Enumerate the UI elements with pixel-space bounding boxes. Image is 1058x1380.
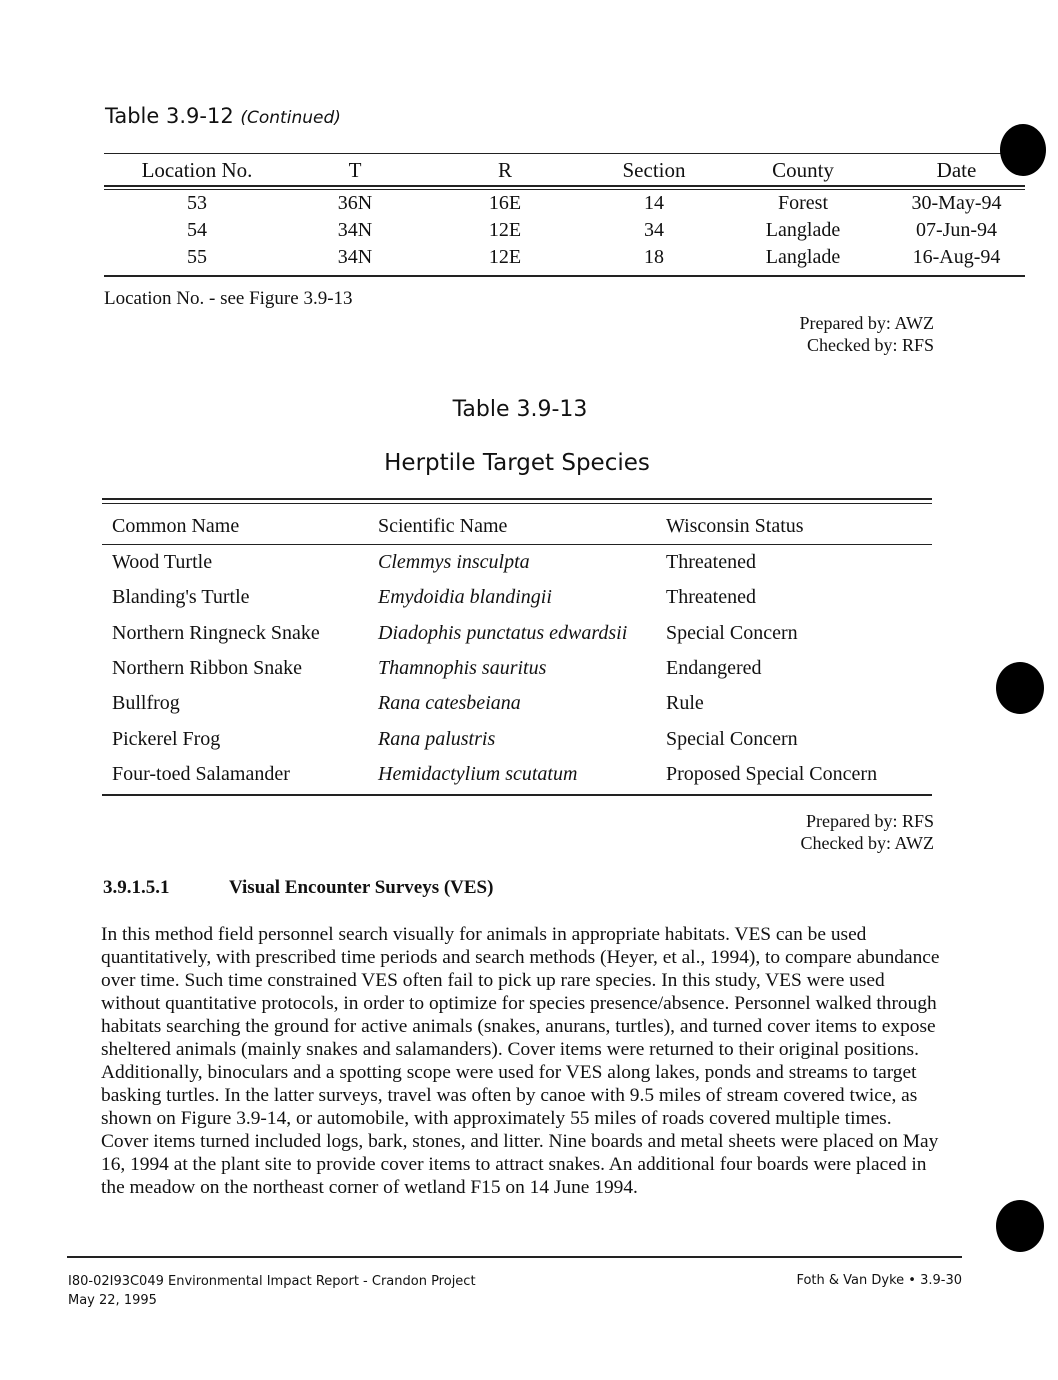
scientific-name: Rana palustris: [378, 727, 496, 750]
table-cell: 30-May-94: [911, 192, 1002, 214]
prepared-by: Prepared by: RFS: [806, 811, 934, 831]
table-rule: [102, 503, 932, 504]
scientific-name: Thamnophis sauritus: [378, 657, 547, 680]
table-cell: Langlade: [765, 246, 841, 268]
section-number: 3.9.1.5.1: [103, 877, 170, 898]
table-cell: 34N: [337, 219, 373, 241]
column-header: T: [348, 158, 362, 182]
scientific-name: Diadophis punctatus edwardsii: [378, 621, 628, 644]
table-12: [104, 153, 1025, 277]
table-rule: [104, 275, 1025, 277]
column-header: R: [497, 158, 512, 182]
wisconsin-status: Threatened: [666, 586, 756, 609]
table-rule: [104, 185, 1025, 187]
table-cell: 12E: [488, 246, 522, 268]
common-name: Bullfrog: [112, 692, 180, 715]
table-12-credits: [799, 312, 934, 356]
common-name: Northern Ringneck Snake: [112, 621, 320, 644]
table-cell: 16-Aug-94: [912, 246, 1001, 268]
table-cell: 36N: [337, 192, 373, 214]
scientific-name: Clemmys insculpta: [378, 551, 530, 574]
table-cell: Langlade: [765, 219, 841, 241]
table-row: [102, 686, 932, 721]
wisconsin-status: Rule: [666, 692, 704, 715]
table-row: [102, 545, 932, 580]
common-name: Pickerel Frog: [112, 727, 221, 750]
table-row: [102, 616, 932, 651]
table-13: [102, 498, 932, 796]
table-cell: 34N: [337, 246, 373, 268]
punch-hole-icon: [1000, 124, 1046, 176]
table-cell: 53: [187, 192, 207, 214]
table-cell: Forest: [778, 192, 828, 214]
punch-hole-icon: [996, 662, 1044, 714]
body-paragraph: In this method field personnel search visually for animals in appropriate habitats. VES can be used quantitatively, with prescribed time periods and search methods (Heyer, et al., 1994), to compare abundance over time. Such time constrained VES often fail to pick up rare species. In this study, VES were used without quantitative protocols, in order to optimize for species presence/absence. Personnel walked through habitats searching the ground for active animals (snakes, anurans, turtles), and turned cover items to expose sheltered animals (mainly snakes and salamanders). Cover items were returned to their original positions. Additionally, binoculars and a spotting scope were used for VES along lakes, ponds and streams to target basking turtles. In the latter surveys, travel was often by canoe with 9.5 miles of stream covered twice, as shown on Figure 3.9-14, or automobile, with approximately 55 miles of roads covered multiple times. Cover items turned included logs, bark, stones, and litter. Nine boards and metal sheets were placed on May 16, 1994 at the plant site to provide cover items to attract snakes. An additional four boards were placed in the meadow on the northeast corner of wetland F15 on 14 June 1994.: [101, 924, 940, 1198]
common-name: Wood Turtle: [112, 551, 213, 574]
table-cell: 34: [644, 219, 664, 241]
checked-by: Checked by: RFS: [806, 335, 934, 355]
table-12-title-suffix: (Continued): [240, 108, 341, 128]
wisconsin-status: Proposed Special Concern: [666, 762, 878, 785]
table-rule: [102, 794, 932, 796]
table-12-title-text: Table 3.9-12: [105, 104, 234, 128]
column-header: Wisconsin Status: [666, 514, 804, 537]
column-header: County: [772, 158, 834, 182]
table-12-note: Location No. - see Figure 3.9-13: [104, 288, 353, 309]
wisconsin-status: Special Concern: [666, 621, 798, 644]
column-header: Date: [936, 158, 977, 182]
column-header: Section: [622, 158, 686, 182]
common-name: Blanding's Turtle: [112, 586, 250, 609]
table-13-subtitle: Herptile Target Species: [384, 450, 650, 476]
section-title: Visual Encounter Surveys (VES): [229, 877, 494, 898]
table-row: [104, 217, 1025, 244]
column-header: Location No.: [141, 158, 253, 182]
punch-hole-icon: [996, 1200, 1044, 1252]
column-header: Scientific Name: [378, 514, 508, 537]
table-cell: 16E: [488, 192, 522, 214]
scientific-name: Rana catesbeiana: [378, 692, 521, 715]
prepared-by: Prepared by: AWZ: [799, 313, 934, 333]
table-13-header-row: [102, 508, 932, 544]
footer-rule: [67, 1256, 962, 1258]
table-rule: [102, 498, 932, 500]
common-name: Northern Ribbon Snake: [112, 657, 302, 680]
table-12-title: [105, 104, 341, 128]
table-row: [102, 651, 932, 686]
footer-left: [68, 1272, 476, 1310]
column-header: Common Name: [112, 514, 240, 537]
scientific-name: Emydoidia blandingii: [378, 586, 552, 609]
table-cell: 55: [187, 246, 207, 268]
table-row: [102, 757, 932, 792]
table-13-credits: [800, 810, 934, 854]
table-row: [102, 721, 932, 756]
common-name: Four-toed Salamander: [112, 762, 290, 785]
wisconsin-status: Special Concern: [666, 727, 798, 750]
wisconsin-status: Threatened: [666, 551, 756, 574]
footer-report-title: I80-02I93C049 Environmental Impact Report - Crandon Project: [68, 1274, 476, 1289]
footer-page-info: Foth & Van Dyke • 3.9-30: [796, 1273, 962, 1288]
table-cell: 18: [644, 246, 664, 268]
checked-by: Checked by: AWZ: [800, 833, 934, 853]
table-13-title: Table 3.9-13: [452, 397, 588, 422]
table-row: [102, 580, 932, 615]
scientific-name: Hemidactylium scutatum: [378, 762, 578, 785]
table-cell: 54: [187, 219, 207, 241]
table-cell: 07-Jun-94: [915, 219, 998, 241]
wisconsin-status: Endangered: [666, 657, 762, 680]
table-row: [104, 190, 1025, 217]
table-row: [104, 244, 1025, 271]
table-cell: 14: [644, 192, 664, 214]
table-cell: 12E: [488, 219, 522, 241]
table-12-header-row: [104, 154, 1025, 183]
footer-date: May 22, 1995: [68, 1293, 157, 1308]
